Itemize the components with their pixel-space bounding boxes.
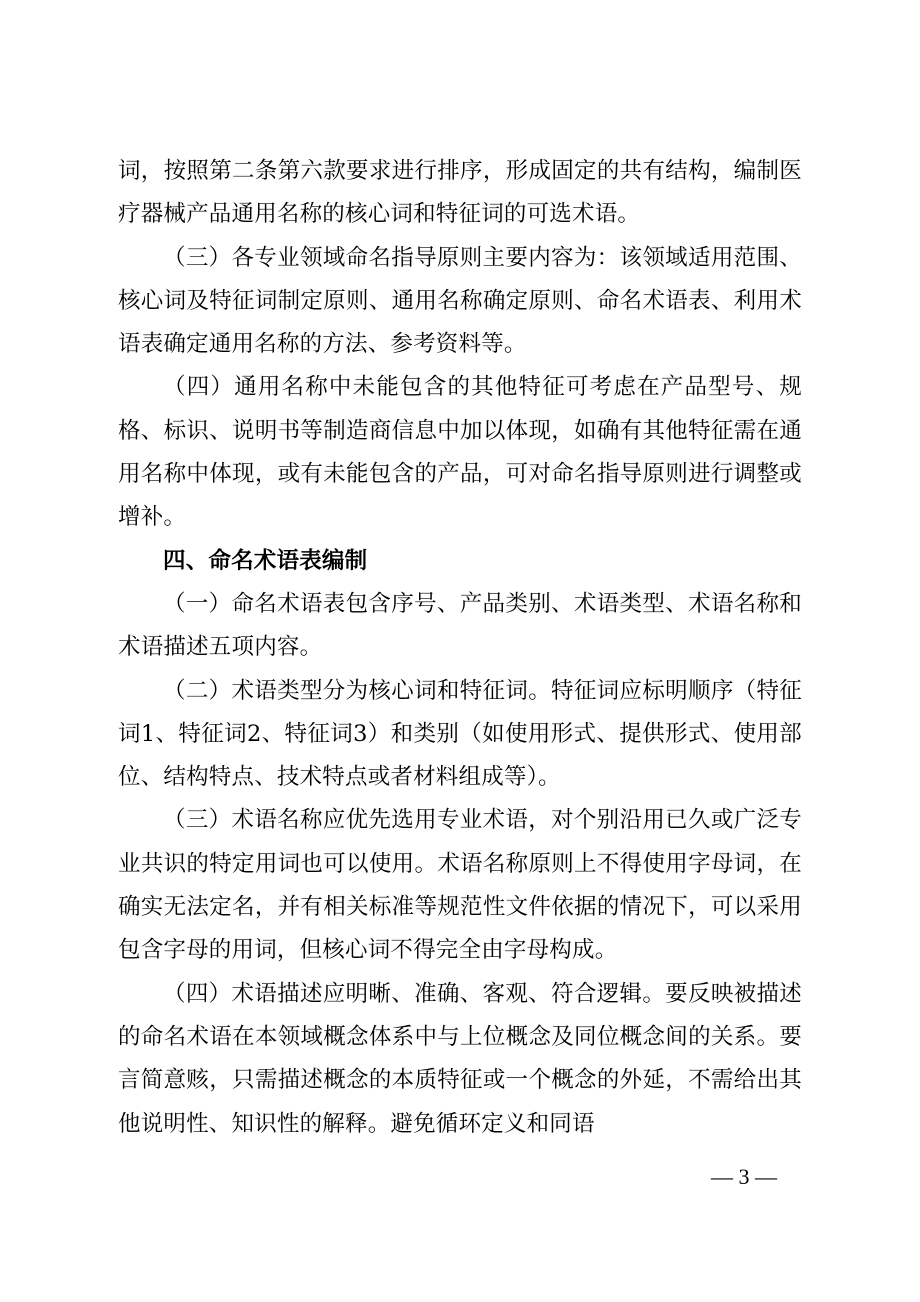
paragraph-item-4: （四）通用名称中未能包含的其他特征可考虑在产品型号、规格、标识、说明书等制造商信息中加以体现，如确有其他特征需在通用名称中体现，或有未能包含的产品，可对命名指导原则进行调整或增补。 — [118, 374, 802, 531]
section-paragraph-4: （四）术语描述应明晰、准确、客观、符合逻辑。要反映被描述的命名术语在本领域概念体系中与上位概念及同位概念间的关系。要言简意赅，只需描述概念的本质特征或一个概念的外延，不需给出其他说明性、知识性的解释。避免循环定义和同语 — [118, 980, 802, 1137]
section-paragraph-1: （一）命名术语表包含序号、产品类别、术语类型、术语名称和术语描述五项内容。 — [118, 590, 802, 661]
section-paragraph-3: （三）术语名称应优先选用专业术语，对个别沿用已久或广泛专业共识的特定用词也可以使用。术语名称原则上不得使用字母词，在确实无法定名，并有相关标准等规范性文件依据的情况下，可以采用包含字母的用词，但核心词不得完全由字母构成。 — [118, 807, 802, 964]
page-number: — 3 — — [711, 1164, 777, 1189]
paragraph-item-3: （三）各专业领域命名指导原则主要内容为：该领域适用范围、核心词及特征词制定原则、通用名称确定原则、命名术语表、利用术语表确定通用名称的方法、参考资料等。 — [118, 244, 802, 358]
paragraph-continuation: 词，按照第二条第六款要求进行排序，形成固定的共有结构，编制医疗器械产品通用名称的核心词和特征词的可选术语。 — [118, 158, 802, 228]
document-body — [118, 150, 802, 1146]
section-paragraph-2: （二）术语类型分为核心词和特征词。特征词应标明顺序（特征词1、特征词2、特征词3）和类别（如使用形式、提供形式、使用部位、结构特点、技术特点或者材料组成等）。 — [118, 677, 802, 791]
section-heading: 四、命名术语表编制 — [163, 547, 368, 574]
